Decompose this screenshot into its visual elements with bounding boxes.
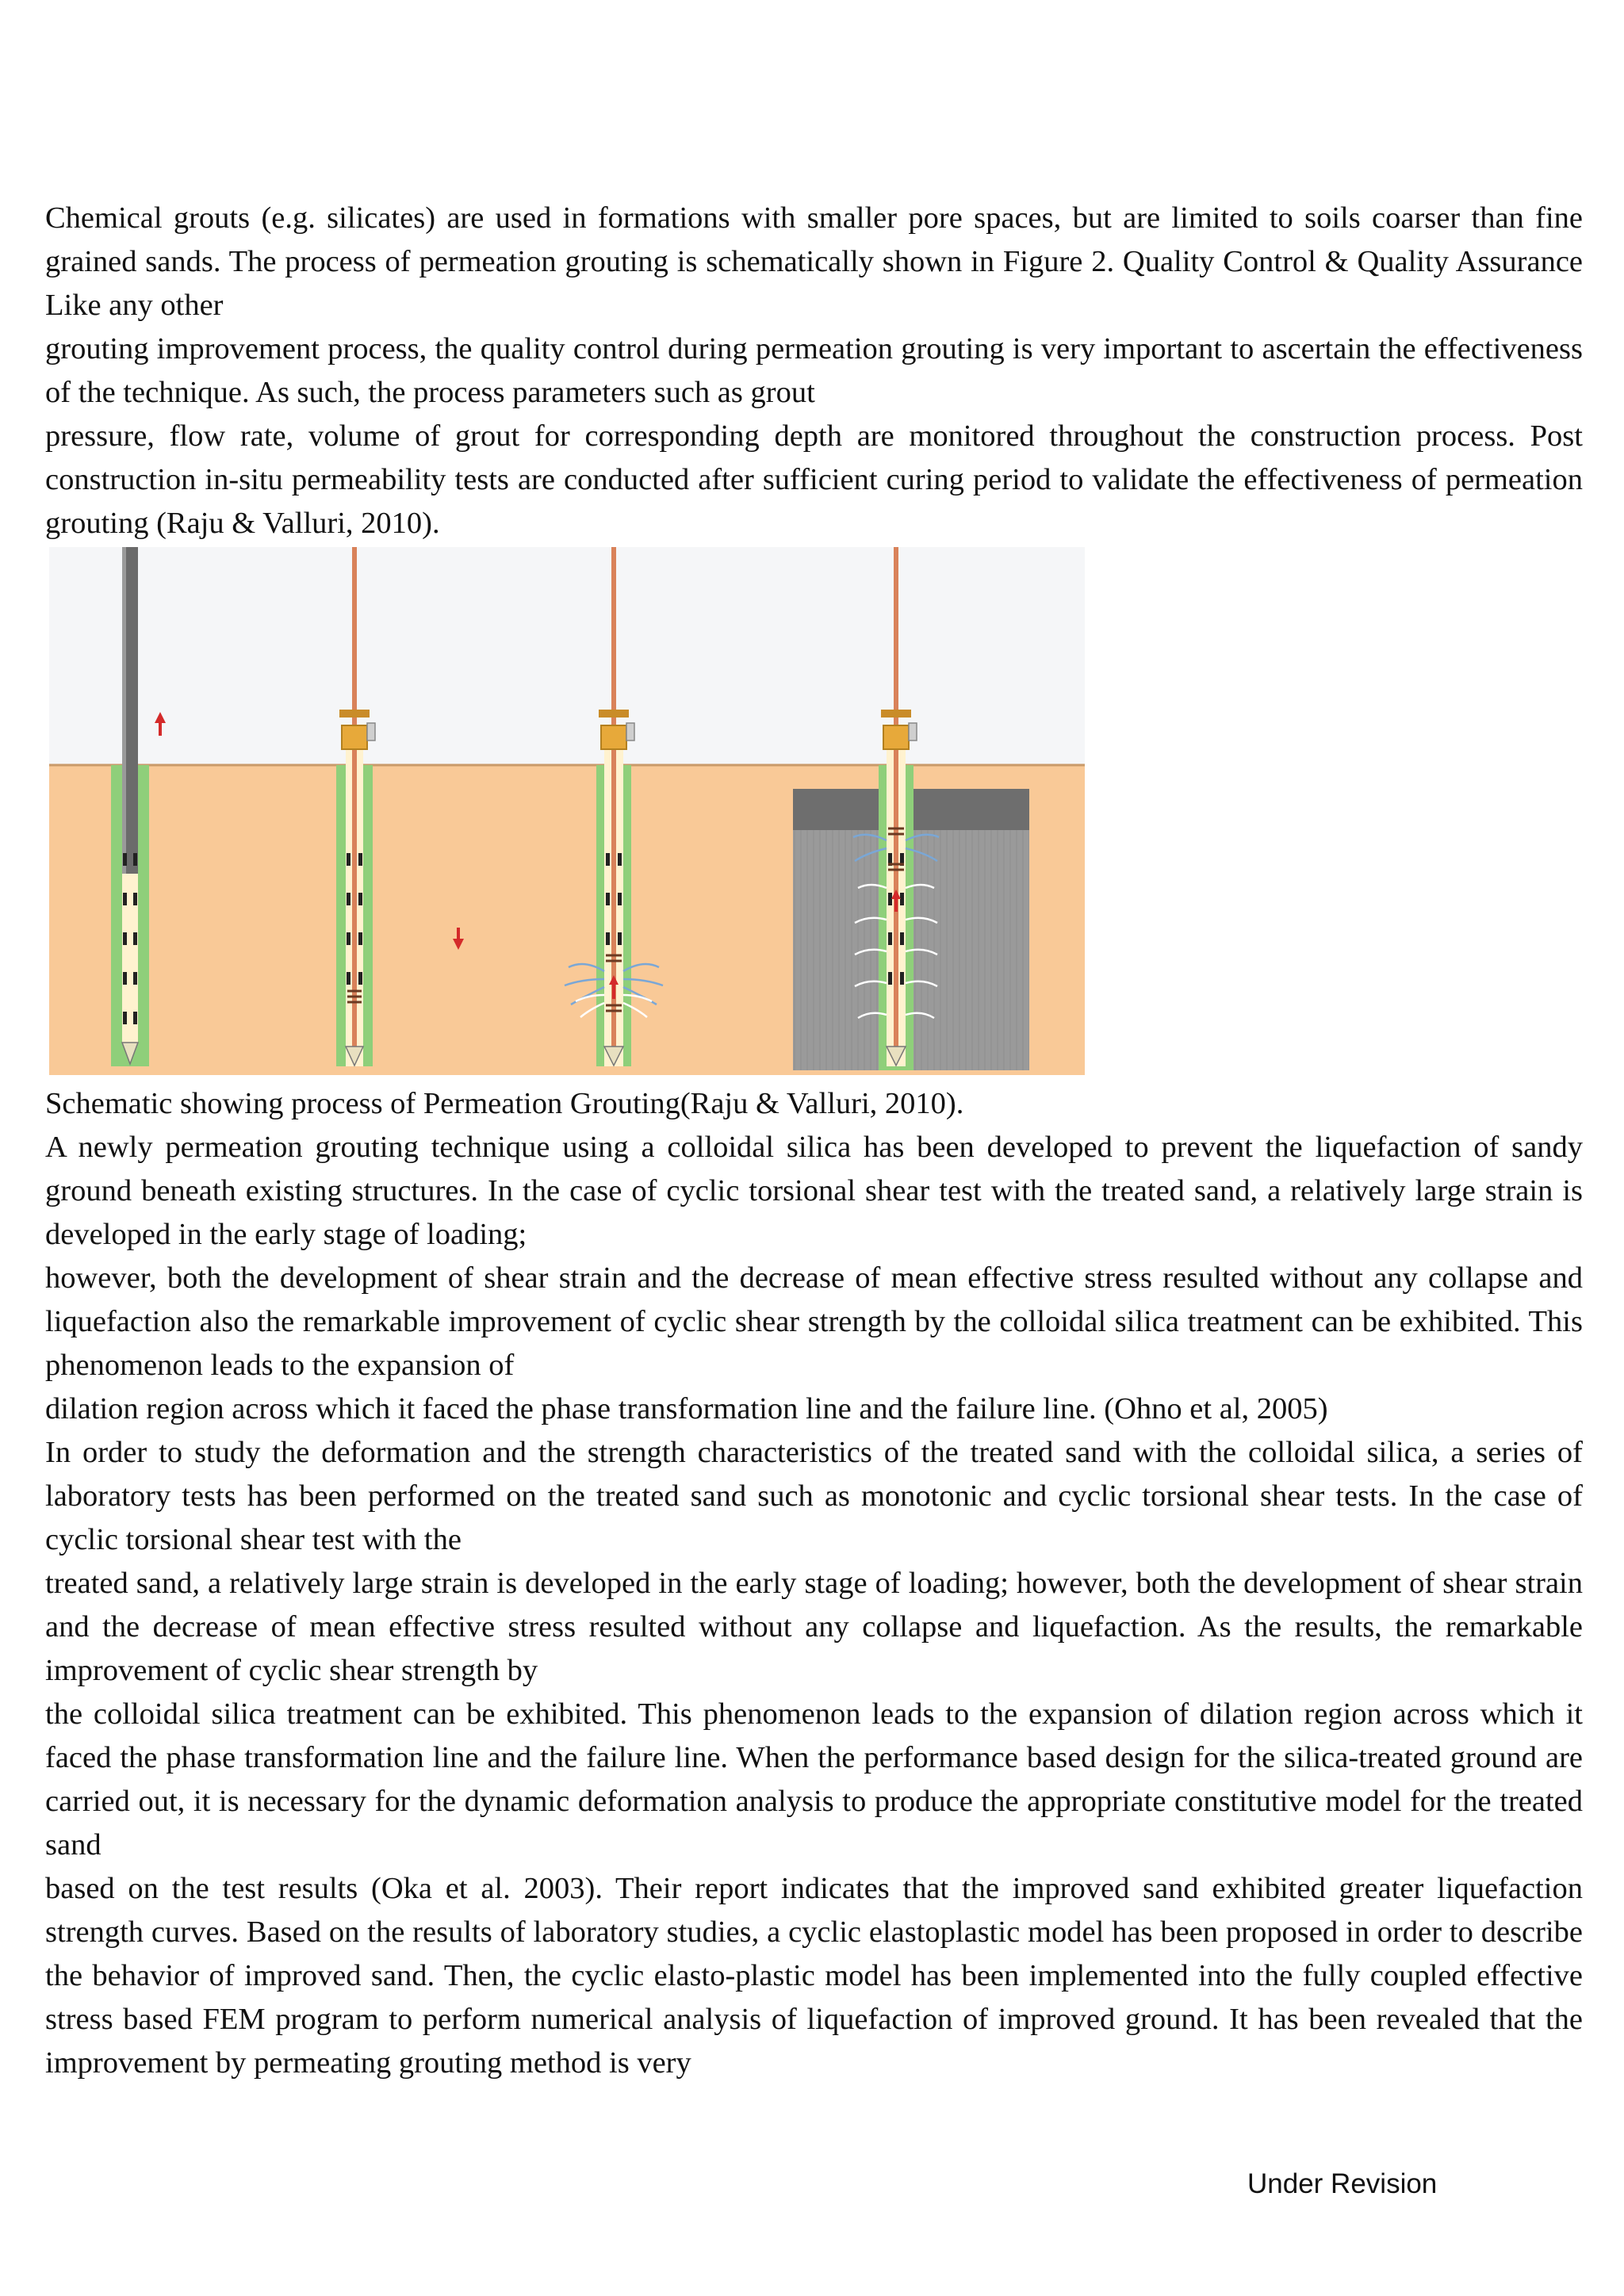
paragraph-test-results: based on the test results (Oka et al. 2003). Their report indicates that the improved sand exhibited greater liquefaction strength curves. Based on the results of laboratory studies, a cyclic elastoplastic model has been proposed in order to describe the behavior of improved sand. Then, the cyclic elasto-plastic model has been implemented into the fully coupled effective stress based FEM program to perform numerical analysis of liquefaction of improved ground. It has been revealed that the improvement by permeating grouting method is very xyxy=(45,1872,1583,2080)
permeation-grouting-figure xyxy=(49,547,1085,1075)
paragraph-quality-control: grouting improvement process, the quality control during permeation grouting is very important to ascertain the effectiveness of the technique. As such, the process parameters such as grout xyxy=(45,332,1583,409)
paragraph-process-parameters: pressure, flow rate, volume of grout for corresponding depth are monitored throughout the construction process. Post construction in-situ permeability tests are conducted after sufficient curing period to validate the effectiveness of permeation grouting (Raju & Valluri, 2010). xyxy=(45,419,1583,540)
paragraph-dilation-region: dilation region across which it faced the phase transformation line and the failure line. (Ohno et al, 2005) xyxy=(45,1392,1328,1425)
paragraph-colloidal-silica: A newly permeation grouting technique using a colloidal silica has been developed to prevent the liquefaction of sandy ground beneath existing structures. In the case of cyclic torsional shear test with the treated sand, a relatively large strain is developed in the early stage of loading; xyxy=(45,1131,1583,1251)
sky-background xyxy=(49,547,1085,765)
paragraph-treated-sand: treated sand, a relatively large strain is developed in the early stage of loading; however, both the development of shear strain and the decrease of mean effective stress resulted without any collapse and liquefaction. As the results, the remarkable improvement of cyclic shear strength by xyxy=(45,1567,1583,1687)
paragraph-laboratory-tests: In order to study the deformation and the strength characteristics of the treated sand with the colloidal silica, a series of laboratory tests has been performed on the treated sand such as monotonic and cyclic torsional shear tests. In the case of cyclic torsional shear test with the xyxy=(45,1436,1583,1556)
paragraph-performance-design: the colloidal silica treatment can be exhibited. This phenomenon leads to the expansion of dilation region across which it faced the phase transformation line and the failure line. When the performance based design for the silica-treated ground are carried out, it is necessary for the dynamic deformation analysis to produce the appropriate constitutive model for the treated sand xyxy=(45,1697,1583,1862)
footer-status: Under Revision xyxy=(1247,2168,1438,2199)
paragraph-shear-strain: however, both the development of shear strain and the decrease of mean effective stress resulted without any collapse and liquefaction also the remarkable improvement of cyclic shear strength by the colloidal silica treatment can be exhibited. This phenomenon leads to the expansion of xyxy=(45,1261,1583,1382)
paragraph-chemical-grouts: Chemical grouts (e.g. silicates) are used in formations with smaller pore spaces, but are limited to soils coarser than fine grained sands. The process of permeation grouting is schematically shown in Figure 2. Quality Control & Quality Assurance Like any other xyxy=(45,201,1583,322)
figure-caption: Schematic showing process of Permeation Grouting(Raju & Valluri, 2010). xyxy=(45,1087,964,1120)
